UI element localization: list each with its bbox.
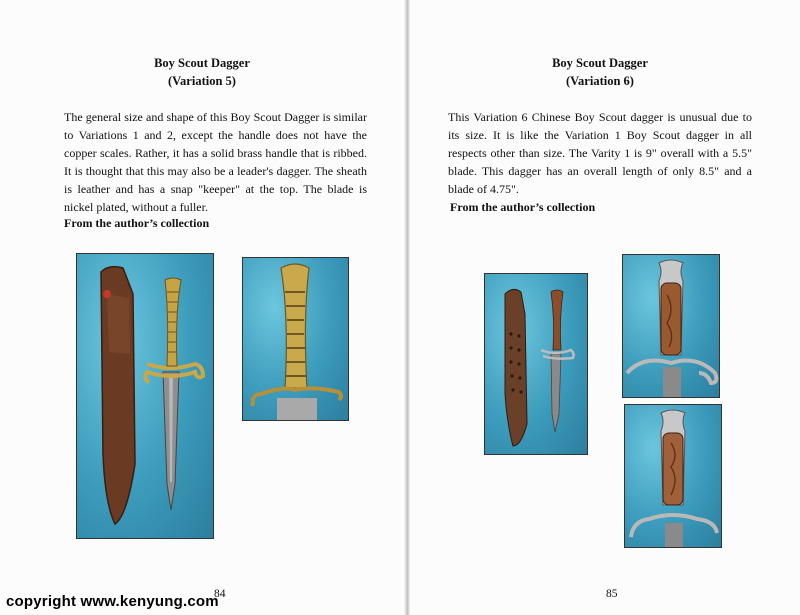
left-credit: From the author’s collection [64, 216, 210, 230]
right-page-title [540, 54, 660, 90]
wooden-handle-closeup-top-illustration [623, 255, 719, 397]
right-title-line1: Boy Scout Dagger [552, 56, 648, 70]
left-paragraph: The general size and shape of this Boy Scout Dagger is similar to Variations 1 and 2, except the handle does not have the copper scales. Rather, it has a solid brass handle that is ribbed. It is thought that this may also be a leader's dagger. The sheath is leather and has a snap "keeper" at the top. The blade is nickel plated, without a fuller. [64, 110, 367, 214]
left-page-number: 84 [214, 588, 226, 600]
brass-handle-closeup-photo [242, 257, 349, 421]
copyright-watermark: copyright www.kenyung.com [6, 593, 219, 610]
left-title-line2: (Variation 5) [168, 74, 236, 88]
wooden-handle-closeup-top-photo [622, 254, 720, 398]
left-page-title [0, 54, 404, 90]
brass-handle-closeup-illustration [243, 258, 348, 420]
left-body-text [64, 108, 367, 216]
right-paragraph: This Variation 6 Chinese Boy Scout dagger is unusual due to its size. It is like the Variation 1 Boy Scout dagger in all respects other than size. The Varity 1 is 9" overall with a 5.5" blade. This dagger has an overall length of only 8.5" and a blade of 4.75". [448, 110, 752, 196]
right-page-number: 85 [606, 588, 618, 600]
right-page [410, 0, 800, 615]
right-title-line2: (Variation 6) [566, 74, 634, 88]
right-credit: From the author’s collection [450, 200, 596, 214]
left-title-line1: Boy Scout Dagger [154, 56, 250, 70]
small-dagger-with-sheath-photo [484, 273, 588, 455]
dagger-with-sheath-photo [76, 253, 214, 539]
small-dagger-with-sheath-illustration [485, 274, 587, 454]
wooden-handle-closeup-bottom-photo [624, 404, 722, 548]
wooden-handle-closeup-bottom-illustration [625, 405, 721, 547]
right-body-text [448, 108, 752, 198]
dagger-with-sheath-illustration [77, 254, 213, 538]
